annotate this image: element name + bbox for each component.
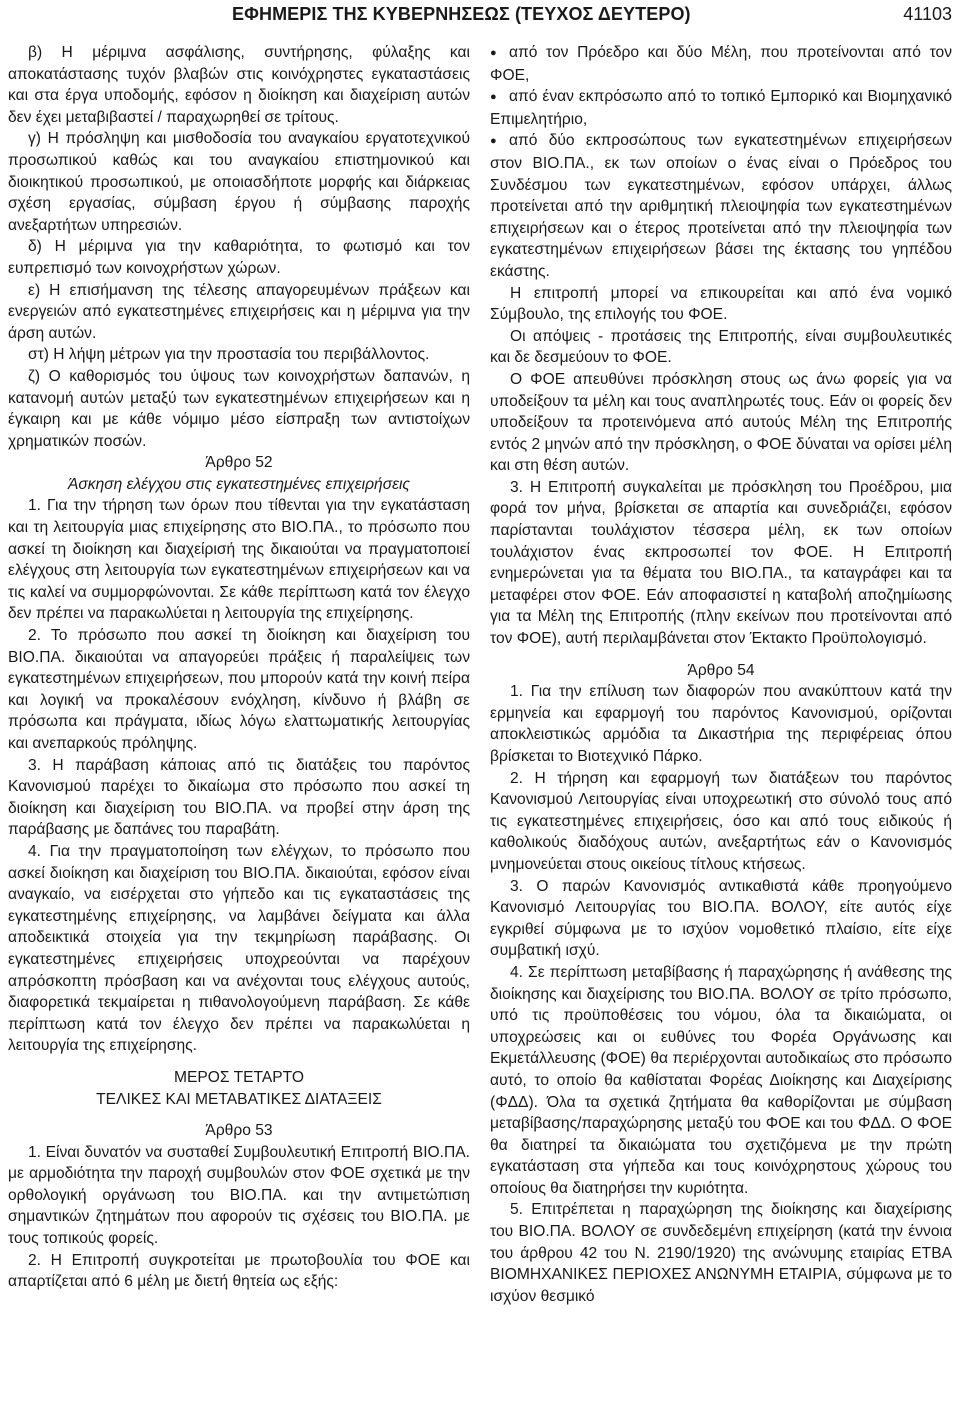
bullet-item: ● από έναν εκπρόσωπο από το τοπικό Εμπορικό και Βιομηχανικό Επιμελητήριο,: [490, 86, 952, 130]
paragraph: γ) Η πρόσληψη και μισθοδοσία του αναγκαίου εργατοτεχνικού προσωπικού καθώς και του αναγκαίου επιστημονικού και διοικητικού προσωπικού, με οποιασδήποτε μορφής και διάρκειας σχέση εργασίας, σύμβαση έργου ή σύμβασης παροχής ανεξαρτήτων υπηρεσιών.: [8, 130, 470, 234]
paragraph: 3. Η παράβαση κάποιας από τις διατάξεις του παρόντος Κανονισμού παρέχει το δικαίωμα στο πρόσωπο που ασκεί τη διοίκηση και διαχείριση του ΒΙΟ.ΠΑ. να προβεί στην άρση της παράβασης με δαπάνες του παραβάτη.: [8, 756, 470, 839]
paragraph: 1. Για την τήρηση των όρων που τίθενται για την εγκατάσταση και τη λειτουργία μιας επιχείρησης στο ΒΙΟ.ΠΑ., το πρόσωπο που ασκεί τη διοίκηση και διαχείρισή της δικαιούται να πραγματοποιεί ελέγχους στη λειτουργία των εγκατεστημένων επιχειρήσεων και να τις καλεί να συμμορφώνονται. Σε κάθε περίπτωση κατά τον έλεγχο δεν πρέπει να παρακωλύεται η λειτουργία της επιχείρησης.: [8, 497, 470, 623]
part-subtitle: ΤΕΛΙΚΕΣ ΚΑΙ ΜΕΤΑΒΑΤΙΚΕΣ ΔΙΑΤΑΞΕΙΣ: [96, 1090, 382, 1108]
gazette-title: ΕΦΗΜΕΡΙΣ ΤΗΣ ΚΥΒΕΡΝΗΣΕΩΣ (ΤΕΥΧΟΣ ΔΕΥΤΕΡΟ): [232, 4, 691, 24]
paragraph: ε) Η επισήμανση της τέλεσης απαγορευμένων πράξεων και ενεργειών από εγκατεστημένες επιχειρήσεις και η μέριμνα για την άρση αυτών.: [8, 281, 470, 342]
paragraph: 1. Είναι δυνατόν να συσταθεί Συμβουλευτική Επιτροπή ΒΙΟ.ΠΑ. με αρμοδιότητα την παροχή συμβουλών στον ΦΟΕ σχετικά με την ορθολογική οργάνωση του ΒΙΟ.ΠΑ. και την αντιμετώπιση σημαντικών ζητημάτων που αφορούν τις σχέσεις του ΒΙΟ.ΠΑ. με τους τοπικούς φορείς.: [8, 1143, 470, 1248]
paragraph: 2. Η Επιτροπή συγκροτείται με πρωτοβουλία του ΦΟΕ και απαρτίζεται από 6 μέλη με διετή θητεία ως εξής:: [8, 1251, 470, 1291]
paragraph: Η επιτροπή μπορεί να επικουρείται και από ένα νομικό Σύμβουλο, της επιλογής του ΦΟΕ.: [490, 284, 952, 324]
left-column: [8, 42, 470, 1293]
paragraph: β) Η μέριμνα ασφάλισης, συντήρησης, φύλαξης και αποκατάστασης τυχόν βλαβών στις κοινόχρηστες εγκαταστάσεις και στα έργα υποδομής, εφόσον η διοίκηση και διαχείριση αυτών δεν έχει μεταβιβαστεί / παραχωρηθεί σε τρίτους.: [8, 44, 470, 126]
bullet-item: ● από δύο εκπροσώπους των εγκατεστημένων επιχειρήσεων στον ΒΙΟ.ΠΑ., εκ των οποίων ο ένας είναι ο Πρόεδρος του Συνδέσμου των εγκατεστημένων, εφόσον υπάρχει, άλλως προτείνεται από την αριθμητική πλειοψηφία των εγκατεστημένων επιχειρήσεων και ο έτερος προτείνεται από την πλειοψηφία των εγκατεστημένων επιχειρήσεων βάσει της έκτασης του γηπέδου εκάστης.: [490, 130, 952, 282]
paragraph: 5. Επιτρέπεται η παραχώρηση της διοίκησης και διαχείρισης του ΒΙΟ.ΠΑ. ΒΟΛΟΥ σε συνδεδεμένη επιχείρηση (κατά την έννοια του άρθρου 42 του Ν. 2190/1920) της ανώνυμης εταιρίας ΕΤΒΑ ΒΙΟΜΗΧΑΝΙΚΕΣ ΠΕΡΙΟΧΕΣ ΑΝΩΝΥΜΗ ΕΤΑΙΡΙΑ, σύμφωνα με το ισχύον θεσμικό: [490, 1201, 952, 1305]
paragraph: ζ) Ο καθορισμός του ύψους των κοινοχρήστων δαπανών, η κατανομή αυτών μεταξύ των εγκατεστημένων επιχειρήσεων και η έγκαιρη και με κάθε νόμιμο μέσο είσπραξη των αντιστοίχων χρηματικών ποσών.: [8, 367, 470, 450]
article-heading: Άρθρο 54: [687, 661, 755, 679]
paragraph: 2. Το πρόσωπο που ασκεί τη διοίκηση και διαχείριση του ΒΙΟ.ΠΑ. δικαιούται να απαγορεύει πράξεις ή παραλείψεις των εγκατεστημένων επιχειρήσεων, που μπορούν κατά την κοινή πείρα και λογική να προκαλέσουν ενόχληση, κίνδυνο ή βλάβη σε πρόσωπα και πράγματα, ιδίως λόγω ελαττωματικής λειτουργίας και ανεπαρκούς πρόληψης.: [8, 627, 470, 752]
paragraph: δ) Η μέριμνα για την καθαριότητα, το φωτισμό και τον ευπρεπισμό των κοινοχρήστων χώρων.: [8, 238, 470, 277]
article-heading: Άρθρο 53: [205, 1122, 273, 1140]
paragraph: 2. Η τήρηση και εφαρμογή των διατάξεων του παρόντος Κανονισμού Λειτουργίας είναι υποχρεωτική στο σύνολό τους από τις εγκατεστημένες επιχειρήσεις, όσο και από τους ειδικούς ή καθολικούς διαδόχους αυτών, ανεξαρτήτως εάν ο Κανονισμός μνημονεύεται στους οικείους τίτλους κτήσεως.: [490, 769, 952, 873]
part-heading: ΜΕΡΟΣ ΤΕΤΑΡΤΟ: [173, 1068, 305, 1086]
paragraph: στ) Η λήψη μέτρων για την προστασία του περιβάλλοντος.: [28, 346, 430, 364]
page-header: [0, 0, 960, 32]
paragraph: 3. Ο παρών Κανονισμός αντικαθιστά κάθε προηγούμενο Κανονισμό Λειτουργίας του ΒΙΟ.ΠΑ. ΒΟΛΟΥ, είτε αυτός είχε εγκριθεί σύμφωνα με το ισχύον νομοθετικό πλαίσιο, είτε είχε συμβατική ισχύ.: [490, 877, 952, 960]
page-number: 41103: [903, 4, 952, 24]
right-column: [490, 42, 952, 1307]
paragraph: Οι απόψεις - προτάσεις της Επιτροπής, είναι συμβουλευτικές και δε δεσμεύουν το ΦΟΕ.: [490, 327, 952, 367]
paragraph: 3. Η Επιτροπή συγκαλείται με πρόσκληση του Προέδρου, μια φορά τον μήνα, βρίσκεται σε απαρτία και συνεδριάζει, εφόσον παρίστανται τουλάχιστον τέσσερα μέλη, εκ των οποίων τουλάχιστον ένας εκπροσωπεί τον ΦΟΕ. Η Επιτροπή ενημερώνεται για τα θέματα του ΒΙΟ.ΠΑ., τα καταγράφει και τα μεταφέρει στον ΦΟΕ. Εάν αποφασιστεί η καταβολή αποζημίωσης για τα Μέλη της Επιτροπής (πλην εκείνων που προτείνονται από τον ΦΟΕ), αυτή περιλαμβάνεται στον Έκτακτο Προϋπολογισμό.: [490, 478, 952, 648]
paragraph: 4. Σε περίπτωση μεταβίβασης ή παραχώρησης ή ανάθεσης της διοίκησης και διαχείρισης του ΒΙΟ.ΠΑ. ΒΟΛΟΥ σε τρίτο πρόσωπο, υπό τις προϋποθέσεις του νόμου, όλα τα δικαιώματα, οι υποχρεώσεις και οι ευθύνες του Φορέα Οργάνωσης και Εκμετάλλευσης (ΦΟΕ) θα περιέρχονται αυτοδικαίως στο πρόσωπο αυτό, το οποίο θα καθίσταται Φορέας Διοίκησης και Διαχείρισης (ΦΔΔ). Όλα τα σχετικά ζητήματα θα καθορίζονται με σύμβαση μεταβίβασης/παραχώρησης μεταξύ του ΦΟΕ και του ΦΔΔ. Ο ΦΟΕ θα διατηρεί τα δικαιώματα του σχετιζόμενα με την πρώτη εγκατάσταση στα γήπεδα και τους κοινόχρηστους χώρους του οποίους θα διατηρήσει την κυριότητα.: [490, 963, 952, 1197]
article-subtitle: Άσκηση ελέγχου στις εγκατεστημένες επιχειρήσεις: [67, 475, 411, 493]
paragraph: 1. Για την επίλυση των διαφορών που ανακύπτουν κατά την ερμηνεία και εφαρμογή του παρόντος Κανονισμού, ορίζονται αποκλειστικώς αρμόδια τα Δικαστήρια της περιφέρειας όπου βρίσκεται το Βιοτεχνικό Πάρκο.: [490, 683, 952, 765]
paragraph: Ο ΦΟΕ απευθύνει πρόσκληση στους ως άνω φορείς για να υποδείξουν τα μέλη και τους αναπληρωτές τους. Εάν οι φορείς δεν υποδείξουν τα προτεινόμενα από αυτούς Μέλη της Επιτροπής εντός 2 μηνών από την πρόσκληση, ο ΦΟΕ δύναται να ορίσει μέλη και στη θέση αυτών.: [490, 370, 952, 475]
bullet-item: ● από τον Πρόεδρο και δύο Μέλη, που προτείνονται από τον ΦΟΕ,: [490, 42, 952, 86]
article-heading: Άρθρο 52: [205, 454, 273, 472]
paragraph: 4. Για την πραγματοποίηση των ελέγχων, το πρόσωπο που ασκεί διοίκηση και διαχείριση του ΒΙΟ.ΠΑ. δικαιούται, εφόσον είναι αναγκαίο, να εισέρχεται στο γήπεδο και τις εγκαταστάσεις της εγκατεστημένης επιχείρησης, να λαμβάνει δείγματα και άλλα αποδεικτικά στοιχεία για την τεκμηρίωση παράβασης. Οι εγκατεστημένες επιχειρήσεις υποχρεούνται να παρέχουν απρόσκοπτη πρόσβαση και να ανέχονται τους ελέγχους αυτούς, διαφορετικά τεκμαίρεται η πιθανολογούμενη παράβαση. Σε κάθε περίπτωση κατά τον έλεγχο δεν πρέπει να παρακωλύεται η λειτουργία της επιχείρησης.: [8, 842, 470, 1055]
